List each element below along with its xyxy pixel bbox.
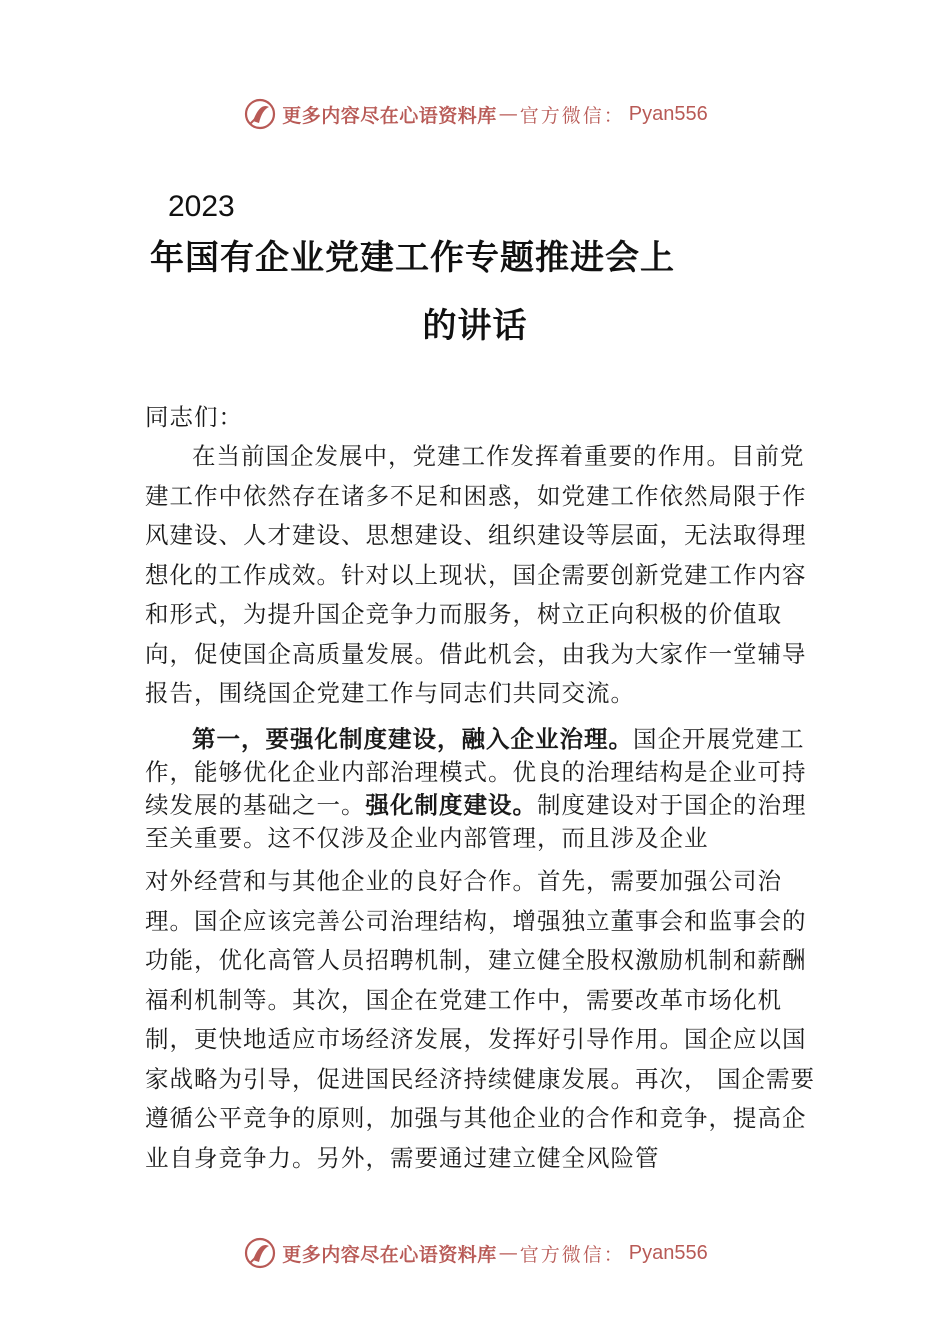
brand-logo-icon: [242, 1235, 278, 1271]
brand-logo-icon: [242, 96, 278, 132]
banner-dash: —: [498, 1242, 518, 1264]
paragraph-3: [145, 862, 825, 1178]
title-year: 2023: [168, 190, 235, 223]
banner-brand: 更多内容尽在心语资料库: [282, 1243, 497, 1266]
header-banner: [0, 94, 950, 134]
salutation: 同志们：: [145, 403, 243, 431]
paragraph-1-text: 在当前国企发展中，党建工作发挥着重要的作用。目前党建工作中依然存在诸多不足和困惑，如党建工作依然局限于作风建设、人才建设、思想建设、组织建设等层面，无法取得理想化的工作成效。针对以上现状，国企需要创新党建工作内容和形式，为提升国企竞争力而服务，树立正向积极的价值取向，促使国企高质量发展。借此机会，由我为大家作一堂辅导报告，围绕国企党建工作与同志们共同交流。: [145, 442, 807, 707]
paragraph-2-text-1: 国企开展党建工作，能够优化企业内部治理模式。优良的治理结构是企业可持续发展的基础之一。: [145, 725, 807, 819]
banner-wechat-id: Pyan556: [628, 1241, 708, 1264]
paragraph-1: [145, 437, 825, 714]
banner-dash: —: [498, 103, 518, 125]
section-subheading: 强化制度建设。: [365, 791, 537, 819]
paragraph-2: [145, 723, 825, 855]
page-title-line2: 的讲话: [422, 306, 528, 346]
section-heading: 第一，要强化制度建设，融入企业治理。: [192, 725, 633, 753]
banner-wechat-id: Pyan556: [628, 102, 708, 125]
page-title: 年国有企业党建工作专题推进会上: [150, 238, 675, 278]
paragraph-3-text: 对外经营和与其他企业的良好合作。首先，需要加强公司治理。国企应该完善公司治理结构，增强独立董事会和监事会的功能，优化高管人员招聘机制，建立健全股权激励机制和薪酬福利机制等。其次，国企在党建工作中，需要改革市场化机制，更快地适应市场经济发展，发挥好引导作用。国企应以国家战略为引导，促进国民经济持续健康发展。再次， 国企需要遵循公平竞争的原则，加强与其他企业的合作和竞争，提高企业自身竞争力。另外，需要通过建立健全风险管: [145, 867, 815, 1172]
footer-banner: [0, 1233, 950, 1273]
paragraph-2-text-2: 制度建设对于国企的治理至关重要。这不仅涉及企业内部管理，而且涉及企业: [145, 791, 807, 852]
banner-wechat-label: 官方微信：: [519, 1243, 625, 1266]
banner-brand: 更多内容尽在心语资料库: [282, 104, 497, 127]
banner-wechat-label: 官方微信：: [519, 104, 625, 127]
